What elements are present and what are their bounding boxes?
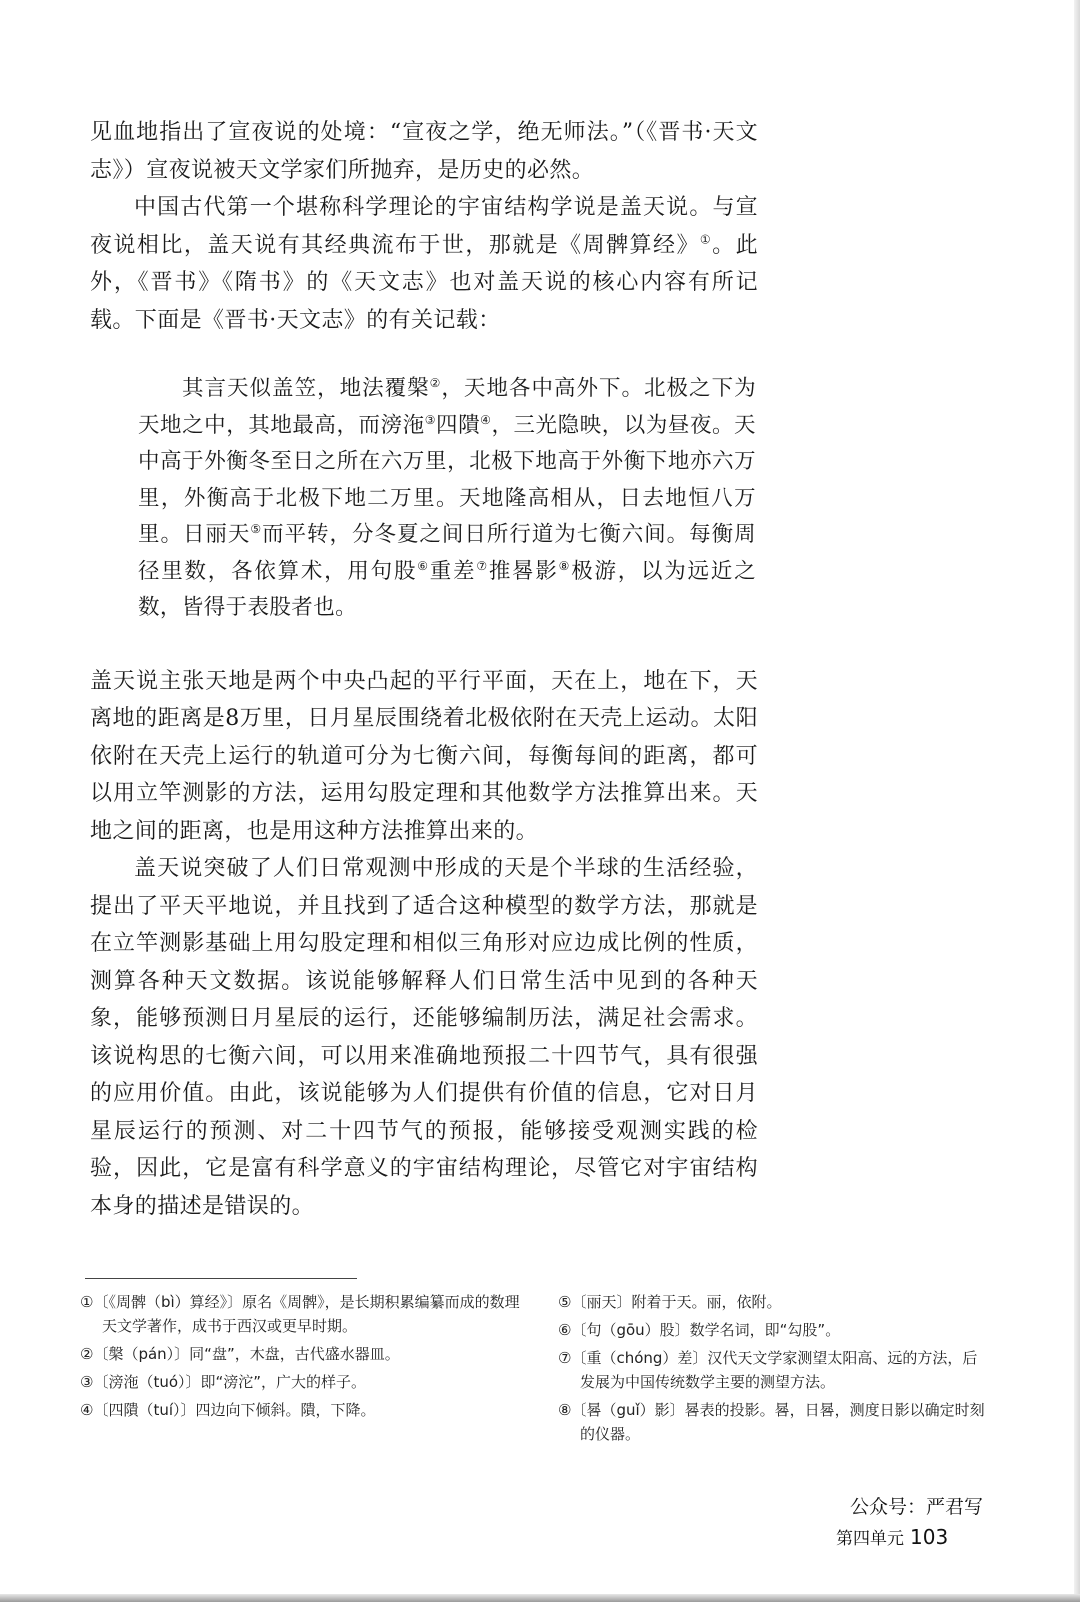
footnote: ①〔《周髀（bì）算经》〕原名《周髀》，是长期积累编纂而成的数理天文学著作，成书于西汉或更早时期。 [80,1293,520,1335]
footnote-mark: ② [429,375,442,390]
text-run: 其言天似盖笠，地法覆槃 [182,376,430,401]
footnote: ⑤〔丽天〕附着于天。丽，依附。 [558,1293,782,1311]
unit-label: 第四单元 [836,1529,904,1549]
footnote-mark: ① [699,232,713,247]
text-run: 极游，以为远近之数，皆得于表股者也。 [138,558,756,620]
footnote-mark: ④ [480,412,492,427]
paragraph: 盖天说主张天地是两个中央凸起的平行平面，天在上，地在下，天离地的距离是8万里，日月星辰围绕着北极依附在天壳上运动。太阳依附在天壳上运行的轨道可分为七衡六间，每衡每间的距离，都可以用立竿测影的方法，运用勾股定理和其他数学方法推算出来。天地之间的距离，也是用这种方法推算出来的。 [90,668,758,844]
footnote: ⑥〔句（gōu）股〕数学名词，即“勾股”。 [558,1321,841,1339]
text-run: 推晷影 [488,558,559,584]
block-quote [138,371,756,627]
paragraph: 见血地指出了宣夜说的处境：“宣夜之学，绝无师法。”（《晋书·天文志》）宣夜说被天文学家们所抛弃，是历史的必然。 [90,120,758,183]
footnote-mark: ⑦ [476,558,489,573]
paragraph [90,189,758,339]
footnotes-left [80,1290,530,1426]
quote-text [138,371,756,627]
footnote-mark: ③ [424,412,437,427]
footnote: ③〔滂沲（tuó）〕即“滂沱”，广大的样子。 [80,1373,367,1391]
text-run: ，三光隐映，以为昼夜。天中高于外衡冬至日之所在六万里，北极下地高于外衡下地亦六万里，外衡高于北极下地二万里。天地隆高相从，日去地恒八万里。日丽天 [138,412,756,547]
page-number: 103 [910,1525,949,1549]
footnote: ②〔槃（pán）〕同“盘”，木盘，古代盛水器皿。 [80,1345,400,1363]
text-run: 重差 [429,558,477,584]
paragraph: 盖天说突破了人们日常观测中形成的天是个半球的生活经验，提出了平天平地说，并且找到了适合这种模型的数学方法，那就是在立竿测影基础上用勾股定理和相似三角形对应边成比例的性质，测算各种天文数据。该说能够解释人们日常生活中见到的各种天象，能够预测日月星辰的运行，还能够编制历法，满足社会需求。该说构思的七衡六间，可以用来准确地预报二十四节气，具有很强的应用价值。由此，该说能够为人们提供有价值的信息，它对日月星辰运行的预测、对二十四节气的预报，能够接受观测实践的检验，因此，它是富有科学意义的宇宙结构理论，尽管它对宇宙结构本身的描述是错误的。 [90,856,758,1219]
page-edge-bottom [0,1594,1080,1602]
main-text [90,114,758,1225]
footnote-divider [85,1278,357,1279]
text-run: 四隤 [436,412,481,438]
text-run: 而平转，分冬夏之间日所行道为七衡六间。每衡周径里数，各依算术，用句股 [138,522,756,584]
footnote-mark: ⑧ [558,558,572,573]
page-footer [836,1524,948,1549]
watermark-text: 公众号：严君写 [850,1496,984,1518]
page-edge [1074,0,1080,1602]
footnote: ④〔四隤（tuí）〕四边向下倾斜。隤，下降。 [80,1401,376,1419]
footnotes-right [558,1290,990,1450]
footnote: ⑦〔重（chóng）差〕汉代天文学家测望太阳高、远的方法，后发展为中国传统数学主要的测望方法。 [558,1349,978,1391]
text-run: 。此外，《晋书》《隋书》的《天文志》也对盖天说的核心内容有所记载。下面是《晋书·天文志》的有关记载： [90,232,758,333]
footnote-mark: ⑥ [417,558,430,573]
footnote: ⑧〔晷（guǐ）影〕晷表的投影。晷，日晷，测度日影以确定时刻的仪器。 [558,1401,985,1443]
text-run: ，天地各中高外下。北极之下为天地之中，其地最高，而滂沲 [138,376,756,438]
footnote-mark: ⑤ [250,521,263,536]
text-run: 中国古代第一个堪称科学理论的宇宙结构学说是盖天说。与宣夜说相比，盖天说有其经典流布于世，那就是《周髀算经》 [90,195,758,258]
